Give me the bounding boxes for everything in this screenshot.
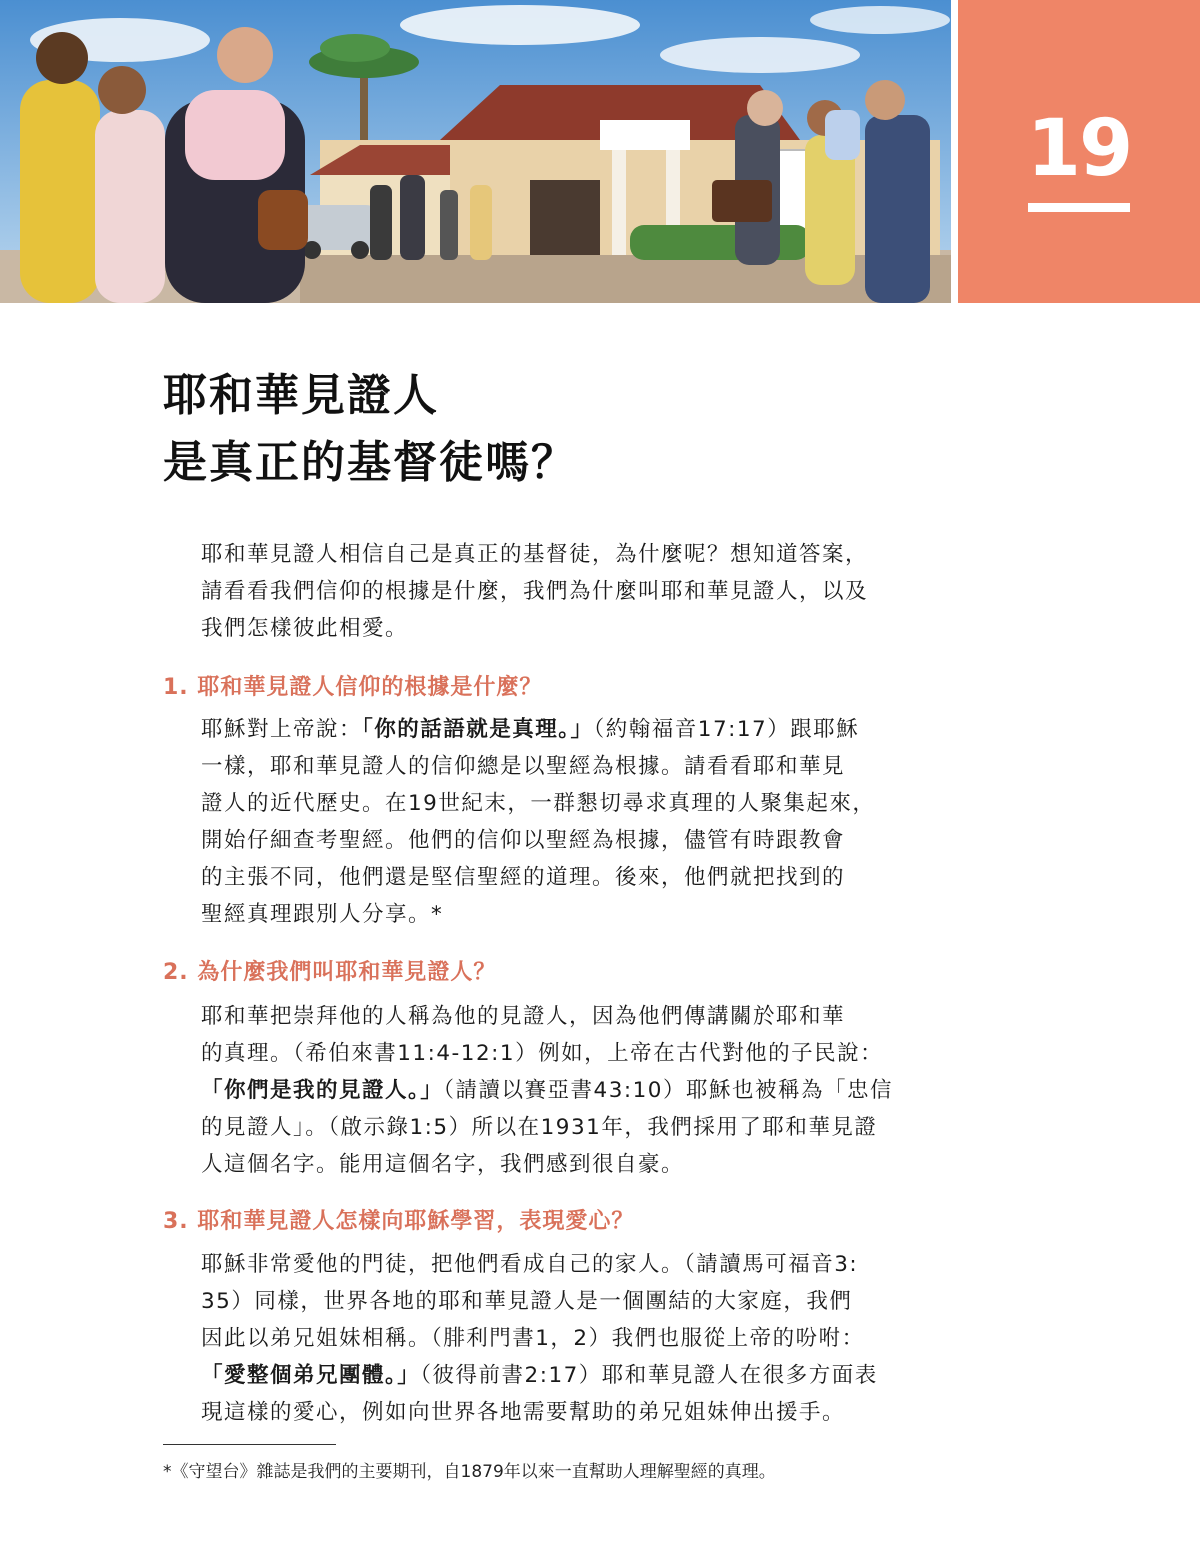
page-title — [163, 362, 963, 496]
paragraph-line: 現這樣的愛心，例如向世界各地需要幫助的弟兄姐妹伸出援手。 — [201, 1400, 846, 1425]
paragraph-line: 耶穌非常愛他的門徒，把他們看成自己的家人。（請讀馬可福音3: — [201, 1252, 859, 1277]
paragraph-line: 35）同樣，世界各地的耶和華見證人是一個團結的大家庭，我們 — [201, 1289, 853, 1314]
line-text: （彼得前書2:17）耶和華見證人在很多方面表 — [420, 1363, 878, 1388]
title-line-2: 是真正的基督徒嗎？ — [163, 437, 577, 488]
paragraph-line: 聖經真理跟別人分享。* — [201, 902, 444, 927]
section-1-paragraph — [201, 711, 956, 933]
quote-emphasis: 「愛整個弟兄團體。」 — [201, 1363, 421, 1388]
paragraph-line: 一樣，耶和華見證人的信仰總是以聖經為根據。請看看耶和華見 — [201, 754, 846, 779]
intro-line: 耶和華見證人相信自己是真正的基督徒，為什麼呢？想知道答案， — [201, 542, 869, 567]
paragraph-line — [201, 711, 956, 748]
paragraph-line: 的見證人」。（啟示錄1:5）所以在1931年，我們採用了耶和華見證 — [201, 1115, 878, 1140]
line-text: （約翰福音17:17）跟耶穌 — [593, 717, 860, 742]
paragraph-line: 的真理。（希伯來書11:4-12:1）例如，上帝在古代對他的子民說： — [201, 1041, 884, 1066]
paragraph-line: 開始仔細查考聖經。他們的信仰以聖經為根據，儘管有時跟教會 — [201, 828, 846, 853]
title-line-1: 耶和華見證人 — [163, 370, 439, 421]
lesson-number: 19 — [1026, 104, 1132, 194]
footnote-divider — [163, 1444, 336, 1445]
section-2-heading: 2. 為什麼我們叫耶和華見證人？ — [163, 960, 497, 985]
footnote: *《守望台》雜誌是我們的主要期刊，自1879年以來一直幫助人理解聖經的真理。 — [163, 1462, 776, 1482]
lesson-number-block — [958, 0, 1200, 303]
paragraph-line: 的主張不同，他們還是堅信聖經的道理。後來，他們就把找到的 — [201, 865, 846, 890]
intro-paragraph — [201, 536, 956, 647]
paragraph-line: 因此以弟兄姐妹相稱。（腓利門書1，2）我們也服從上帝的吩咐： — [201, 1326, 865, 1351]
line-text: 耶穌對上帝說： — [201, 717, 363, 742]
section-3-heading: 3. 耶和華見證人怎樣向耶穌學習，表現愛心？ — [163, 1209, 635, 1234]
lesson-number-underline — [1028, 203, 1130, 212]
paragraph-line — [201, 1357, 956, 1394]
paragraph-line: 證人的近代歷史。在19世紀末，一群懇切尋求真理的人聚集起來， — [201, 791, 876, 816]
section-3-paragraph — [201, 1246, 956, 1431]
paragraph-line: 人這個名字。能用這個名字，我們感到很自豪。 — [201, 1152, 685, 1177]
quote-emphasis: 「你的話語就是真理。」 — [362, 717, 594, 742]
intro-line: 請看看我們信仰的根據是什麼，我們為什麼叫耶和華見證人，以及 — [201, 579, 869, 604]
section-2-paragraph — [201, 998, 956, 1183]
paragraph-line — [201, 1072, 956, 1109]
paragraph-line: 耶和華把崇拜他的人稱為他的見證人，因為他們傳講關於耶和華 — [201, 1004, 846, 1029]
kingdom-hall-scene-image — [0, 0, 951, 303]
header-photo — [0, 0, 951, 303]
quote-emphasis: 「你們是我的見證人。」 — [201, 1078, 444, 1103]
intro-line: 我們怎樣彼此相愛。 — [201, 616, 409, 641]
line-text: （請讀以賽亞書43:10）耶穌也被稱為「忠信 — [443, 1078, 893, 1103]
section-1-heading: 1. 耶和華見證人信仰的根據是什麼？ — [163, 675, 543, 700]
